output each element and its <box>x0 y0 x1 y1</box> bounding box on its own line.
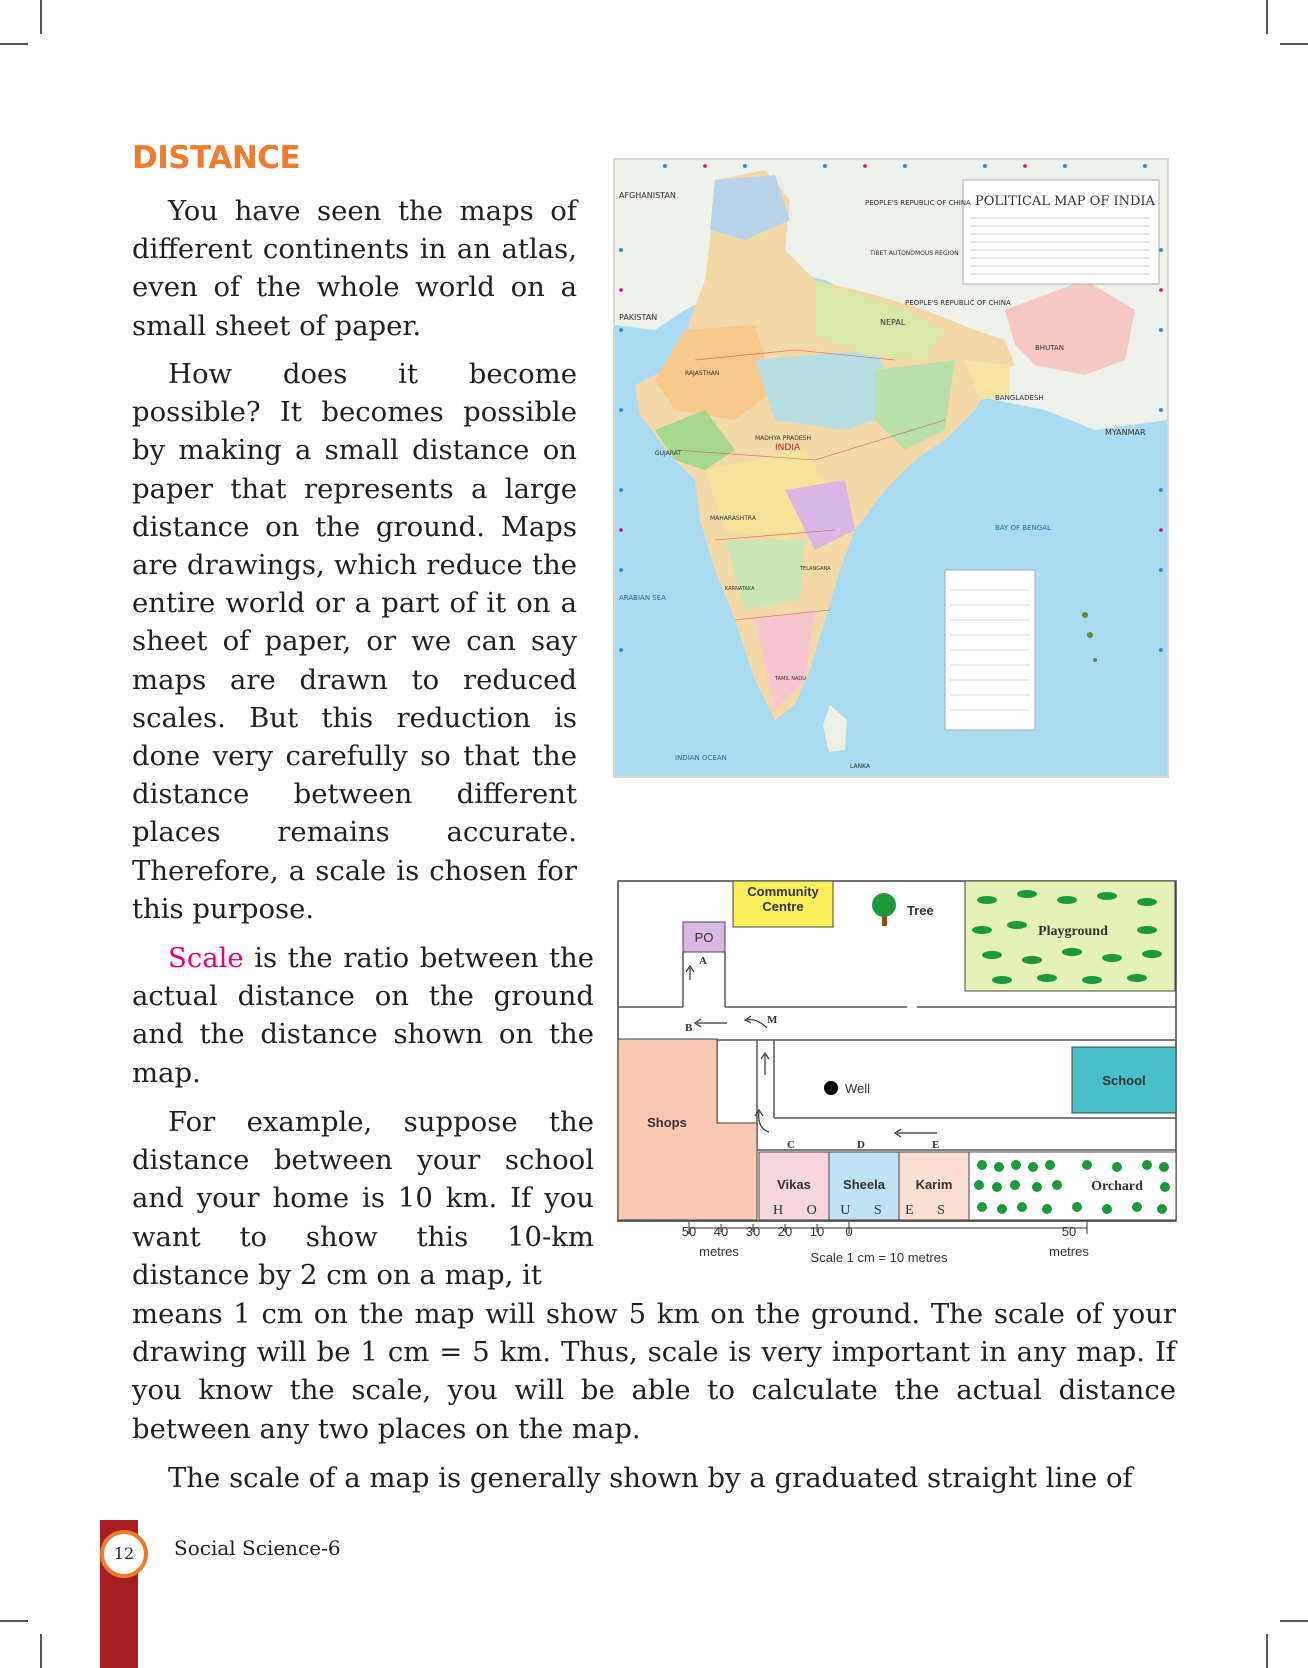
scale-metres-right: metres <box>1049 1244 1089 1259</box>
crop-mark <box>0 1620 28 1622</box>
scale-tick-50-right: 50 <box>1061 1224 1077 1239</box>
label-telangana: TELANGANA <box>800 566 831 572</box>
po-label: PO <box>694 930 714 945</box>
map-title: POLITICAL MAP OF INDIA <box>975 194 1155 209</box>
point-m: M <box>767 1014 778 1026</box>
political-map-svg <box>615 160 1167 776</box>
orchard-label: Orchard <box>1091 1179 1143 1194</box>
crop-mark <box>40 1634 42 1668</box>
crop-mark <box>40 0 42 34</box>
section-title: DISTANCE <box>132 140 301 176</box>
well-icon <box>824 1081 838 1095</box>
scale-caption: Scale 1 cm = 10 metres <box>810 1250 948 1265</box>
label-tamil-nadu: TAMIL NADU <box>775 676 806 682</box>
house-sheela-label: Sheela <box>843 1177 885 1192</box>
label-arabian-sea: ARABIAN SEA <box>619 594 666 602</box>
label-madhya-pradesh: MADHYA PRADESH <box>755 435 812 442</box>
house-karim-label: Karim <box>915 1177 953 1192</box>
paragraph-4-wrapped: For example, suppose the distance between your school and your home is 10 km. If you want to show this 10-km distance by 2 cm on a map, it <box>132 1106 594 1291</box>
scale-tick-0: 0 <box>845 1224 853 1239</box>
label-myanmar: MYANMAR <box>1105 428 1146 437</box>
scale-tick-50-left: 50 <box>681 1224 697 1239</box>
scale-tick-30: 30 <box>745 1224 761 1239</box>
label-india: INDIA <box>775 443 801 453</box>
page-number: 12 <box>100 1530 148 1578</box>
point-c: C <box>787 1139 795 1151</box>
point-d: D <box>857 1139 865 1151</box>
tree-label: Tree <box>907 903 934 918</box>
community-centre-label: Community Centre <box>747 884 819 914</box>
scale-tick-40: 40 <box>713 1224 729 1239</box>
label-afghanistan: AFGHANISTAN <box>619 191 676 200</box>
paragraph-2: How does it become possible? It becomes possible by making a small distance on paper that represents a large distance on the ground. Maps are drawings, which reduce the entire world or a part of it on a sheet of paper, or we can say maps are drawn to reduced scales. But this reduction is done very carefully so that the distance between different places remains accurate. Therefore, a scale is chosen for this purpose. <box>132 358 577 925</box>
label-china: PEOPLE'S REPUBLIC OF CHINA <box>865 199 971 207</box>
book-title: Social Science-6 <box>174 1536 341 1560</box>
label-karnataka: KARNATAKA <box>725 586 755 592</box>
paragraph-1: You have seen the maps of different continents in an atlas, even of the whole world on a small sheet of paper. <box>132 195 577 342</box>
shops-label: Shops <box>647 1115 687 1130</box>
label-nepal: NEPAL <box>880 318 906 327</box>
point-b: B <box>685 1022 693 1034</box>
label-rajasthan: RAJASTHAN <box>685 370 720 377</box>
well-label: Well <box>845 1081 871 1096</box>
label-gujarat: GUJARAT <box>655 450 682 457</box>
neighbourhood-map-svg <box>617 880 1177 1266</box>
label-bhutan: BHUTAN <box>1035 344 1064 352</box>
crop-mark <box>1266 0 1268 34</box>
paragraph-3-rest: is the ratio between the actual distance on the ground and the distance shown on the map. <box>132 942 594 1089</box>
label-tibet: TIBET AUTONOMOUS REGION <box>870 250 959 257</box>
community-centre-fo <box>733 884 833 928</box>
label-bangladesh: BANGLADESH <box>995 394 1044 402</box>
scale-term: Scale <box>168 942 244 974</box>
point-a: A <box>699 955 707 967</box>
crop-mark <box>1280 1620 1308 1622</box>
scale-tick-20: 20 <box>777 1224 793 1239</box>
school-label: School <box>1102 1073 1146 1088</box>
crop-mark <box>1266 1634 1268 1668</box>
house-vikas-label: Vikas <box>777 1177 811 1192</box>
label-bay-of-bengal: BAY OF BENGAL <box>995 524 1051 532</box>
paragraph-3 <box>132 939 594 1092</box>
label-china-2: PEOPLE'S REPUBLIC OF CHINA <box>905 299 1011 307</box>
crop-mark <box>0 43 28 45</box>
scale-metres-left: metres <box>699 1244 739 1259</box>
paragraph-5: The scale of a map is generally shown by a graduated straight line of <box>168 1462 1133 1494</box>
label-indian-ocean: INDIAN OCEAN <box>675 754 727 762</box>
label-lanka: LANKA <box>850 763 871 770</box>
label-maharashtra: MAHARASHTRA <box>710 515 756 522</box>
political-map-india <box>613 158 1169 778</box>
label-pakistan: PAKISTAN <box>619 313 658 322</box>
paragraph-4-full: means 1 cm on the map will show 5 km on the ground. The scale of your drawing will be 1 cm = 5 km. Thus, scale is very important in any map. If you know the scale, you will be able to calculate the actual distance between any two places on the map. <box>132 1298 1176 1445</box>
neighbourhood-map <box>617 880 1177 1266</box>
point-e: E <box>932 1139 940 1151</box>
houses-word: H O U S E S <box>773 1203 955 1218</box>
scale-tick-10: 10 <box>809 1224 825 1239</box>
playground-label: Playground <box>1038 924 1108 939</box>
crop-mark <box>1280 43 1308 45</box>
